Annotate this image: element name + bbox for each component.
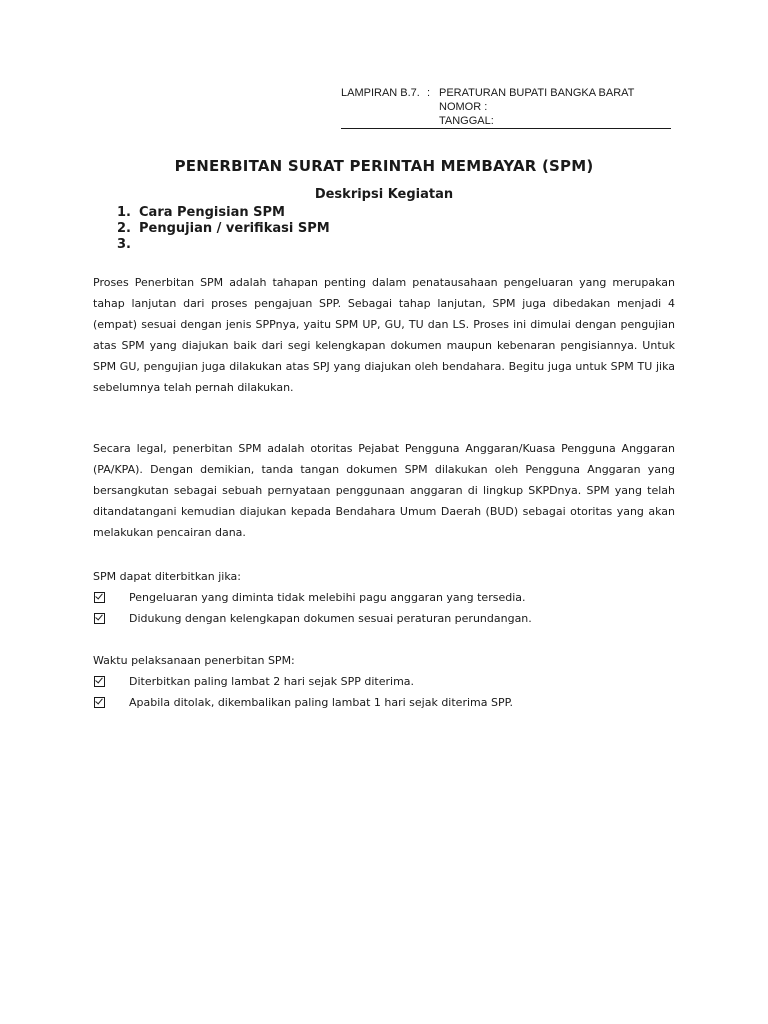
activity-item xyxy=(117,205,330,221)
list-item-text: Didukung dengan kelengkapan dokumen sesuai peraturan perundangan. xyxy=(129,612,532,625)
activity-label: Pengujian / verifikasi SPM xyxy=(139,221,330,236)
timing-heading: Waktu pelaksanaan penerbitan SPM: xyxy=(93,654,295,667)
regulation-name: PERATURAN BUPATI BANGKA BARAT xyxy=(439,87,635,99)
lampiran-colon: : xyxy=(427,87,431,99)
list-item-text: Diterbitkan paling lambat 2 hari sejak SPP diterima. xyxy=(129,675,415,688)
activity-item xyxy=(117,237,330,253)
nomor-field: NOMOR : xyxy=(439,101,488,113)
paragraph-process: Proses Penerbitan SPM adalah tahapan penting dalam penatausahaan pengeluaran yang merupakan tahap lanjutan dari proses pengajuan SPP. Sebagai tahap lanjutan, SPM juga dibedakan menjadi 4 (empat) sesuai dengan jenis SPPnya, yaitu SPM UP, GU, TU dan LS. Proses ini dimulai dengan pengujian atas SPM yang diajukan baik dari segi kelengkapan dokumen maupun kebenaran pengisiannya. Untuk SPM GU, pengujian juga dilakukan atas SPJ yang diajukan oleh bendahara. Begitu juga untuk SPM TU jika sebelumnya telah pernah dilakukan. xyxy=(93,276,675,394)
document-header xyxy=(341,86,671,129)
activity-list xyxy=(117,205,330,253)
document-subtitle: Deskripsi Kegiatan xyxy=(314,187,454,202)
header-row-tanggal xyxy=(341,114,671,129)
conditions-heading: SPM dapat diterbitkan jika: xyxy=(93,570,241,583)
checkbox-checked-icon xyxy=(94,592,105,603)
timing-section xyxy=(93,650,675,713)
activity-number: 1. xyxy=(117,205,131,220)
tanggal-field: TANGGAL: xyxy=(341,114,671,129)
lampiran-label: LAMPIRAN B.7. xyxy=(341,87,420,99)
list-item xyxy=(93,692,675,713)
list-item-text: Apabila ditolak, dikembalikan paling lambat 1 hari sejak diterima SPP. xyxy=(129,696,514,709)
activity-number: 3. xyxy=(117,237,131,252)
paragraph-legal: Secara legal, penerbitan SPM adalah otoritas Pejabat Pengguna Anggaran/Kuasa Pengguna Anggaran (PA/KPA). Dengan demikian, tanda tangan dokumen SPM dilakukan oleh Pengguna Anggaran yang bersangkutan sebagai sebuah pernyataan penggunaan anggaran di lingkup SKPDnya. SPM yang telah ditandatangani kemudian diajukan kepada Bendahara Umum Daerah (BUD) sebagai otoritas yang akan melakukan pencairan dana. xyxy=(93,442,675,539)
conditions-section xyxy=(93,566,675,629)
checkbox-checked-icon xyxy=(94,613,105,624)
activity-label: Cara Pengisian SPM xyxy=(139,205,285,220)
checkbox-checked-icon xyxy=(94,697,105,708)
list-item xyxy=(93,671,675,692)
header-row-lampiran xyxy=(341,86,671,100)
header-row-nomor xyxy=(341,100,671,114)
list-item xyxy=(93,608,675,629)
document-title: PENERBITAN SURAT PERINTAH MEMBAYAR (SPM) xyxy=(174,157,594,175)
timing-list xyxy=(93,671,675,713)
checkbox-checked-icon xyxy=(94,676,105,687)
list-item xyxy=(93,587,675,608)
list-item-text: Pengeluaran yang diminta tidak melebihi pagu anggaran yang tersedia. xyxy=(129,591,526,604)
activity-item xyxy=(117,221,330,237)
activity-number: 2. xyxy=(117,221,131,236)
conditions-list xyxy=(93,587,675,629)
